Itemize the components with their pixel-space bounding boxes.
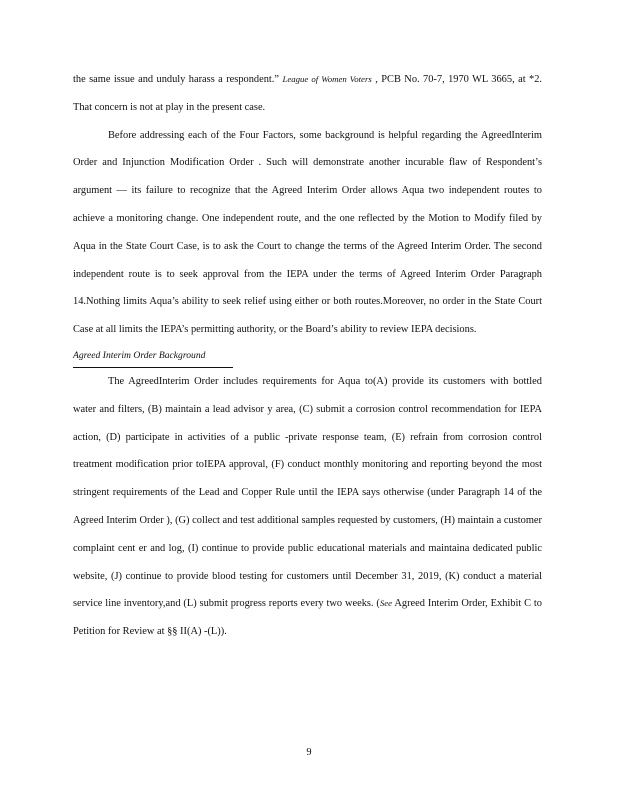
paragraph-3-text-continued: Agreed Interim Order, Exhibit C to Petition for Review at §§ II(A) -(L)). — [73, 598, 542, 638]
paragraph-2: Before addressing each of the Four Factors, some background is helpful regarding the AgreedInterim Order and Injunction Modification Order . Such will demonstrate another incurable flaw of Respondent’s argument — its failure to recognize that the Agreed Interim Order allows Aqua two independent routes to achieve a monitoring change. One independent route, and the one reflected by the Motion to Modify filed by Aqua in the State Court Case, is to ask the Court to change the terms of the Agreed Interim Order. The second independent route is to seek approval from the IEPA under the terms of Agreed Interim Order Paragraph 14.Nothing limits Aqua’s ability to seek relief using either or both routes.Moreover, no order in the State Court Case at all limits the IEPA’s permitting authority, or the Board’s ability to review IEPA decisions. — [73, 129, 542, 336]
paragraph-3-text: The AgreedInterim Order includes requirements for Aqua to(A) provide its customers with bottled water and filters, (B) maintain a lead advisor y area, (C) submit a corrosion control recommendation for IEPA action, (D) participate in activities of a public -private response team, (E) refrain from corrosion control treatment modification prior toIEPA approval, (F) conduct monthly monitoring and reporting beyond the most stringent requirements of the Lead and Copper Rule until the IEPA says otherwise (under Paragraph 14 of the Agreed Interim Order ), (G) collect and test additional samples requested by customers, (H) maintain a customer complaint cent er and log, (I) continue to provide public educational materials and maintaina dedicated public website, (J) continue to provide blood testing for customers until December 31, 2019, (K) conduct a material service line inventory,and (L) submit progress reports every two weeks. ( — [73, 375, 542, 610]
case-citation: League of Women Voters — [282, 74, 372, 84]
section-heading: Agreed Interim Order Background — [73, 345, 233, 368]
section-heading-row — [73, 342, 542, 368]
paragraph-1-text: the same issue and unduly harass a respondent.” — [73, 74, 280, 85]
page-number: 9 — [306, 747, 312, 758]
paragraph-3 — [73, 368, 542, 646]
paragraph-1 — [73, 66, 542, 122]
paragraph-1-text-continued: , PCB No. 70-7, 1970 WL 3665, at *2. That concern is not at play in the present case. — [73, 74, 542, 113]
see-signal: See — [379, 598, 393, 609]
body-text — [73, 66, 542, 646]
